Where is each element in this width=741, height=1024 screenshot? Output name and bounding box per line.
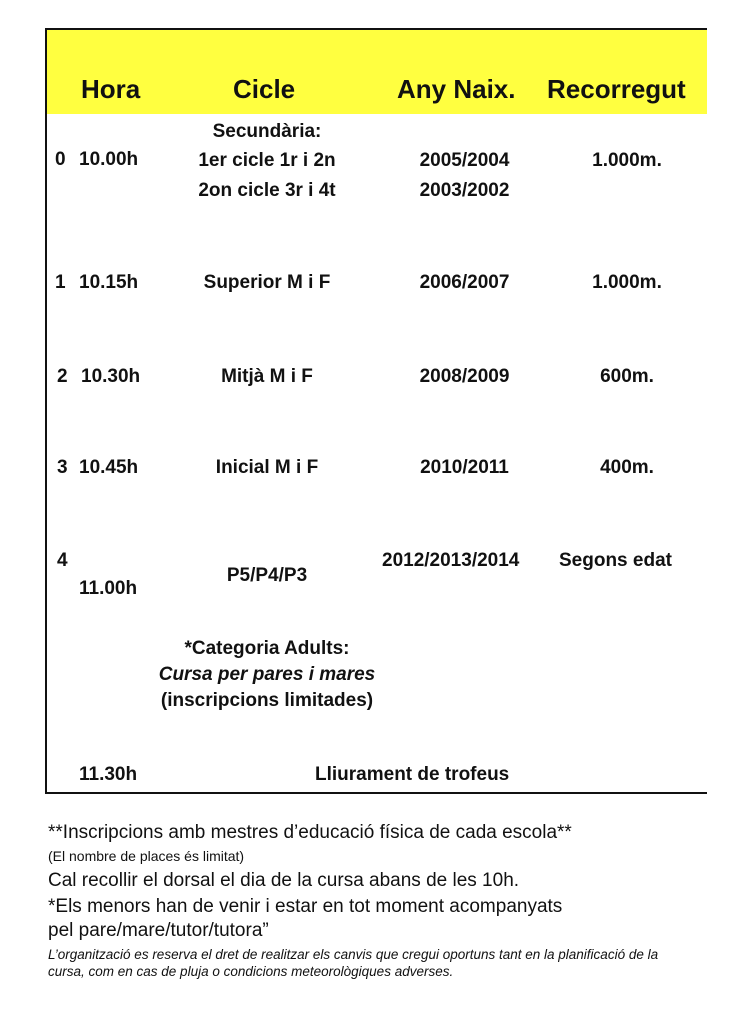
row-2-cicle: Mitjà M i F — [221, 366, 313, 387]
row-0-hora: 10.00h — [79, 149, 139, 170]
row-0-cicle-line-1: Secundària: — [212, 121, 322, 142]
row-0-cicle-line-2: 1er cicle 1r i 2n — [198, 150, 336, 171]
row-1-number: 1 — [55, 272, 66, 293]
row-4-number: 4 — [57, 550, 68, 571]
header-recorregut: Recorregut — [547, 74, 686, 104]
schedule-table — [45, 28, 707, 794]
note-dorsal: Cal recollir el dorsal el dia de la cursa abans de les 10h. — [48, 870, 520, 891]
row-2-hora: 10.30h — [81, 366, 141, 387]
note-minors-line-2: pel pare/mare/tutor/tutora” — [48, 920, 269, 941]
row-2-number: 2 — [57, 366, 68, 387]
header-hora: Hora — [81, 74, 141, 104]
row-1-hora: 10.15h — [79, 272, 139, 293]
note-limited-places: (El nombre de places és limitat) — [48, 848, 245, 864]
row-3-any: 2010/2011 — [420, 457, 509, 478]
final-row-hora: 11.30h — [79, 764, 138, 785]
adults-title: *Categoria Adults: — [184, 638, 350, 659]
row-3-number: 3 — [57, 457, 68, 478]
row-1-cicle: Superior M i F — [203, 272, 331, 293]
row-4-hora: 11.00h — [79, 578, 138, 599]
row-2-any: 2008/2009 — [419, 366, 510, 387]
adults-category-block — [157, 636, 377, 714]
row-0-any-line-2: 2003/2002 — [419, 180, 510, 201]
header-cicle: Cicle — [233, 74, 296, 104]
row-1-any: 2006/2007 — [419, 272, 510, 293]
row-0-any-line-1: 2005/2004 — [419, 150, 510, 171]
row-3-recorregut: 400m. — [600, 457, 654, 478]
final-row-text: Lliurament de trofeus — [315, 764, 510, 785]
row-3-hora: 10.45h — [79, 457, 139, 478]
row-0-cicle-line-3: 2on cicle 3r i 4t — [198, 180, 336, 201]
row-0-recorregut: 1.000m. — [592, 150, 662, 171]
note-disclaimer: L’organització es reserva el dret de realitzar els canvis que cregui oportuns tant en la planificació de la cursa, com en cas de pluja o condicions meteorològiques adverses. — [48, 947, 659, 979]
row-3-cicle: Inicial M i F — [215, 457, 319, 478]
row-1-recorregut: 1.000m. — [592, 272, 662, 293]
row-4-any: 2012/2013/2014 — [382, 550, 520, 571]
row-0-number: 0 — [55, 149, 66, 170]
row-4-recorregut: Segons edat — [559, 550, 672, 571]
row-4-cicle: P5/P4/P3 — [226, 565, 308, 586]
header-any-naix: Any Naix. — [397, 74, 516, 104]
note-minors-line-1: *Els menors han de venir i estar en tot moment acompanyats — [48, 896, 563, 917]
adults-note: (inscripcions limitades) — [160, 690, 374, 711]
row-2-recorregut: 600m. — [600, 366, 654, 387]
note-inscriptions: **Inscripcions amb mestres d’educació física de cada escola** — [48, 822, 572, 843]
adults-race-name: Cursa per pares i mares — [158, 664, 376, 685]
